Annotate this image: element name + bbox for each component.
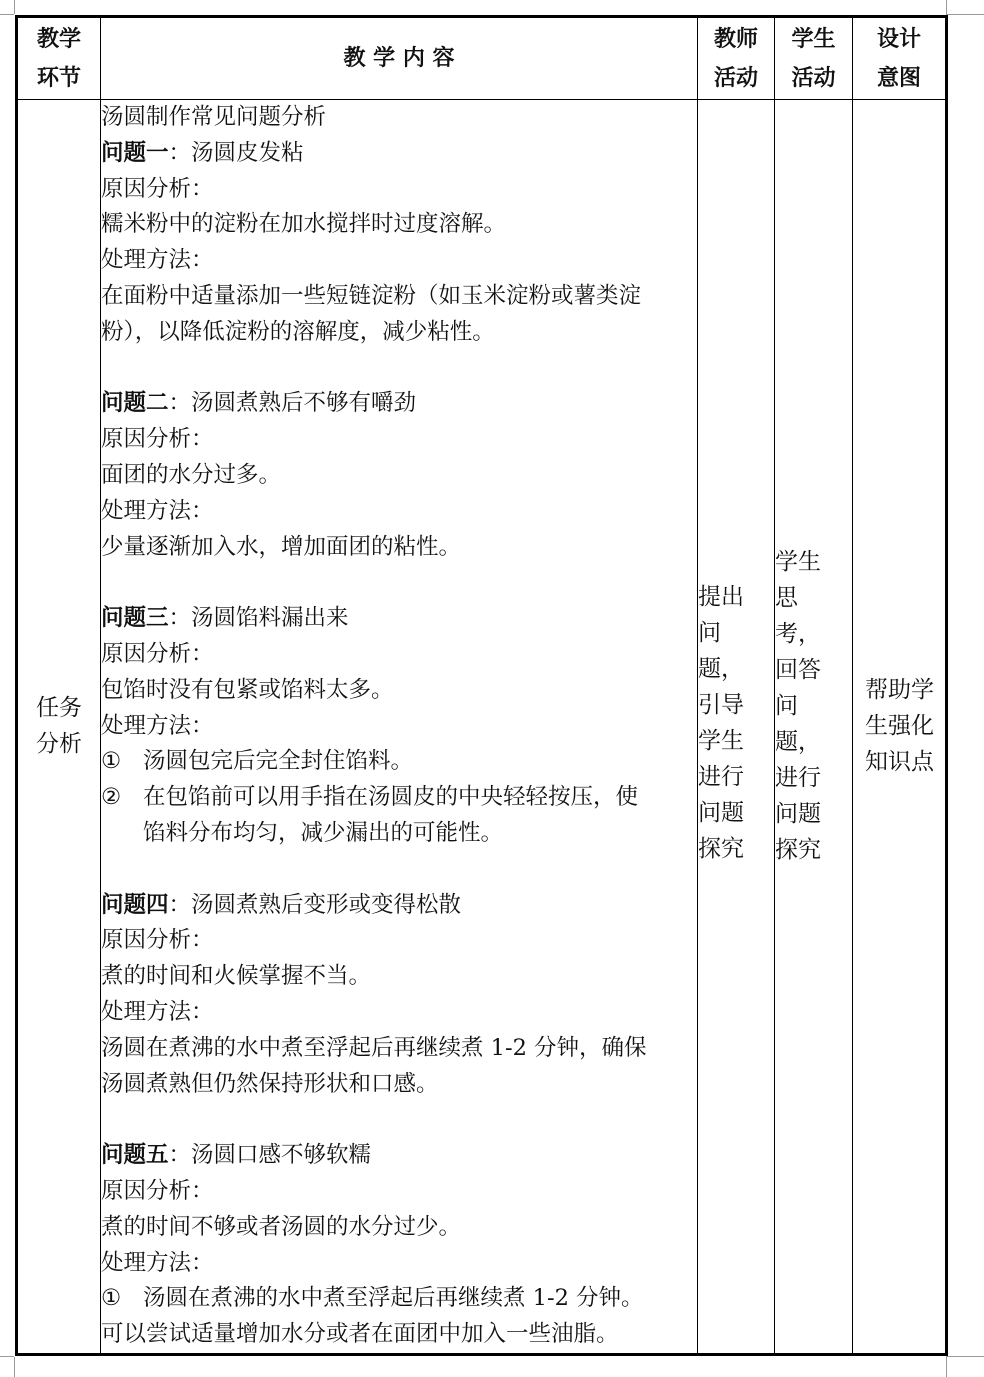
- numbered-step-continuation: 馅料分布均匀，减少漏出的可能性。: [143, 819, 504, 846]
- cause-label: 原因分析：: [101, 175, 214, 202]
- spacer: [101, 1102, 697, 1138]
- spacer: [101, 852, 697, 888]
- crop-mark: [946, 1356, 984, 1357]
- lesson-plan-table: [15, 15, 948, 1356]
- crop-mark: [0, 14, 14, 15]
- crop-mark: [946, 0, 947, 14]
- numbered-step: ② 在包馅前可以用手指在汤圆皮的中央轻轻按压，使: [101, 784, 639, 811]
- method-label: 处理方法：: [101, 247, 214, 274]
- method-text: 可以尝试适量增加水分或者在面团中加入一些油脂。: [101, 1321, 619, 1348]
- header-design-intent: 设计 意图: [853, 17, 947, 100]
- cause-text: 煮的时间不够或者汤圆的水分过少。: [101, 1213, 462, 1240]
- header-teacher-activity: 教师 活动: [698, 17, 775, 100]
- method-text: 粉），以降低淀粉的溶解度，减少粘性。: [101, 318, 495, 345]
- section-cell: 任务 分析: [17, 100, 101, 1355]
- table-row: [17, 100, 947, 1355]
- method-text: 在面粉中适量添加一些短链淀粉（如玉米淀粉或薯类淀: [101, 282, 642, 309]
- header-content: 教 学 内 容: [101, 17, 698, 100]
- cause-label: 原因分析：: [101, 640, 214, 667]
- numbered-step: ① 汤圆包完后完全封住馅料。: [101, 748, 414, 775]
- crop-mark: [14, 0, 15, 14]
- crop-mark: [0, 1356, 14, 1357]
- header-student-activity: 学生 活动: [775, 17, 853, 100]
- method-label: 处理方法：: [101, 998, 214, 1025]
- cause-text: 包馅时没有包紧或馅料太多。: [101, 676, 394, 703]
- content-title: 汤圆制作常见问题分析: [101, 104, 327, 130]
- problem-heading: 问题一：汤圆皮发粘: [101, 139, 304, 166]
- problem-heading: 问题四：汤圆煮熟后变形或变得松散: [101, 891, 462, 918]
- spacer: [101, 351, 697, 387]
- design-intent-cell: 帮助学 生强化 知识点: [853, 100, 947, 1355]
- spacer: [101, 565, 697, 601]
- cause-text: 煮的时间和火候掌握不当。: [101, 963, 372, 990]
- numbered-step: ① 汤圆在煮沸的水中煮至浮起后再继续煮 1-2 分钟。: [101, 1285, 644, 1312]
- method-label: 处理方法：: [101, 712, 214, 739]
- header-row: [17, 17, 947, 100]
- method-label: 处理方法：: [101, 1249, 214, 1276]
- cause-label: 原因分析：: [101, 1177, 214, 1204]
- student-activity-cell: 学生 思 考， 回答 问 题， 进行 问题 探究: [775, 100, 853, 1355]
- method-label: 处理方法：: [101, 497, 214, 524]
- header-stage: 教学 环节: [17, 17, 101, 100]
- problem-heading: 问题三：汤圆馅料漏出来: [101, 605, 349, 632]
- cause-text: 糯米粉中的淀粉在加水搅拌时过度溶解。: [101, 211, 507, 238]
- crop-mark: [14, 1357, 15, 1377]
- method-text: 汤圆在煮沸的水中煮至浮起后再继续煮 1-2 分钟，确保: [101, 1034, 647, 1061]
- crop-mark: [946, 14, 984, 15]
- method-text: 汤圆煮熟但仍然保持形状和口感。: [101, 1070, 439, 1097]
- problem-heading: 问题五：汤圆口感不够软糯: [101, 1142, 372, 1169]
- problem-heading: 问题二：汤圆煮熟后不够有嚼劲: [101, 390, 417, 417]
- teacher-activity-cell: 提出 问 题， 引导 学生 进行 问题 探究: [698, 100, 775, 1355]
- cause-label: 原因分析：: [101, 927, 214, 954]
- content-cell: [101, 100, 698, 1355]
- cause-label: 原因分析：: [101, 426, 214, 453]
- cause-text: 面团的水分过多。: [101, 461, 282, 488]
- method-text: 少量逐渐加入水，增加面团的粘性。: [101, 533, 462, 560]
- crop-mark: [946, 1357, 947, 1377]
